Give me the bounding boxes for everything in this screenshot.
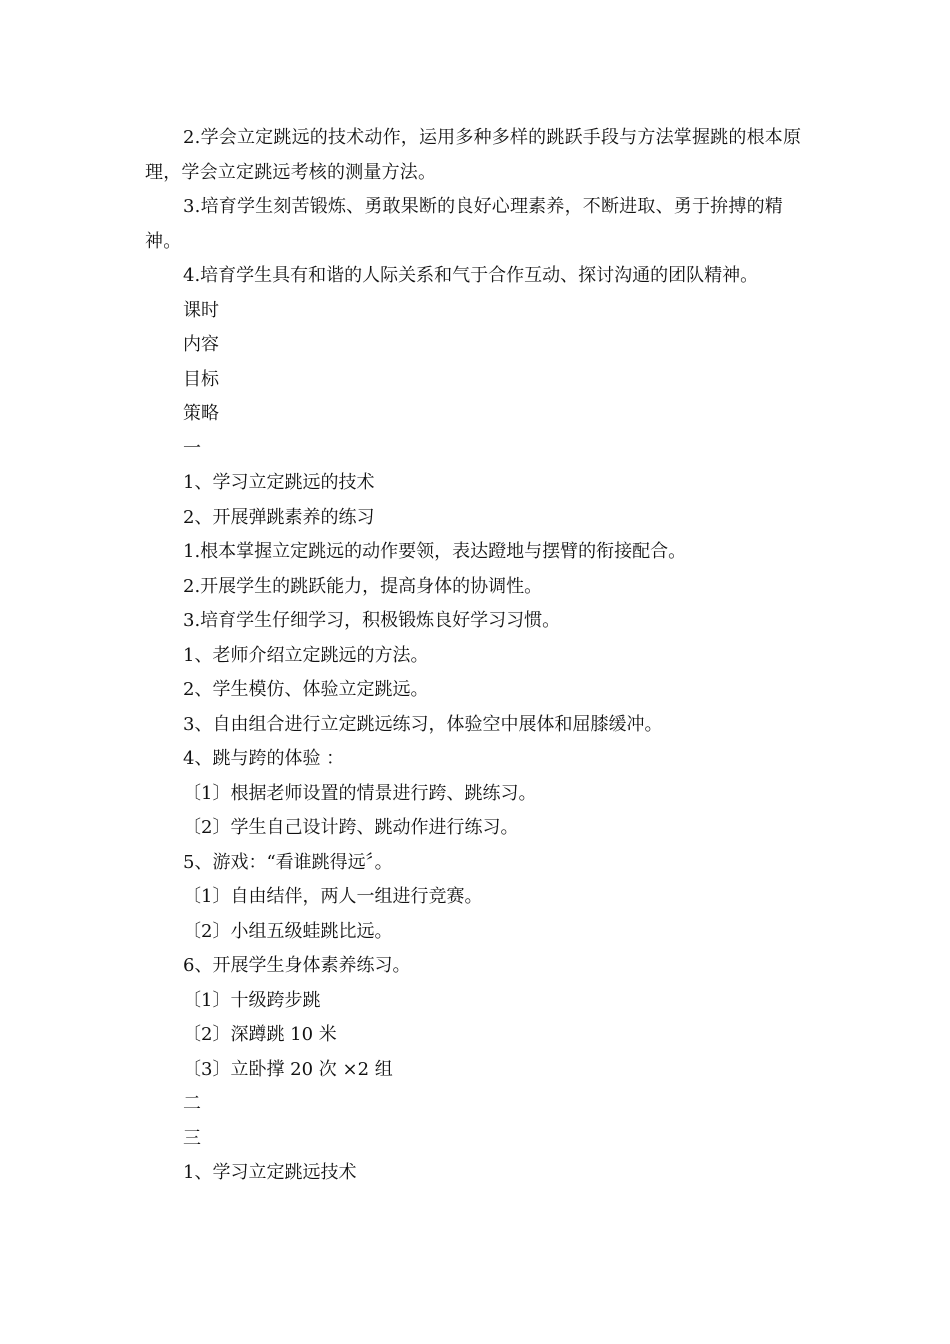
list-item: 2、开展弹跳素养的练习 [183,506,375,528]
list-item: 〔1〕十级跨步跳 [183,989,321,1011]
lesson-number: 三 [183,1127,201,1149]
list-item: 1、学习立定跳远的技术 [183,472,375,493]
list-item: 2.开展学生的跳跃能力，提高身体的协调性。 [183,575,543,597]
lesson-number: 一 [183,437,201,459]
list-item: 〔1〕根据老师设置的情景进行跨、跳练习。 [183,782,537,804]
paragraph: 4.培育学生具有和谐的人际关系和气于合作互动、探讨沟通的团队精神。 [183,265,759,286]
table-header-cell-period: 课时 [183,299,219,321]
list-item: 3、自由组合进行立定跳远练习，体验空中展体和屈膝缓冲。 [183,713,663,735]
list-item: 〔2〕小组五级蛙跳比远。 [183,920,393,942]
document-body [145,121,805,1191]
list-item: 〔1〕自由结伴，两人一组进行竞赛。 [183,886,483,907]
paragraph: 3.培育学生刻苦锻炼、勇敢果断的良好心理素养，不断进取、勇于拚搏的精神。 [145,196,783,252]
list-item: 1.根本掌握立定跳远的动作要领，表达蹬地与摆臂的衔接配合。 [183,541,687,562]
table-header-cell-goal: 目标 [183,368,219,390]
list-item: 5、游戏：“看谁跳得远〞。 [183,851,393,873]
list-item: 〔3〕立卧撑 20 次 ×2 组 [183,1058,393,1080]
list-item: 1、老师介绍立定跳远的方法。 [183,644,429,666]
list-item: 6、开展学生身体素养练习。 [183,955,411,976]
list-item: 3.培育学生仔细学习，积极锻炼良好学习习惯。 [183,610,561,631]
list-item: 1、学习立定跳远技术 [183,1162,357,1183]
lesson-number: 二 [183,1093,201,1114]
list-item: 2、学生模仿、体验立定跳远。 [183,679,429,700]
paragraph: 2.学会立定跳远的技术动作，运用多种多样的跳跃手段与方法掌握跳的根本原理，学会立定跳远考核的测量方法。 [145,127,802,183]
list-item: 〔2〕学生自己设计跨、跳动作进行练习。 [183,817,519,838]
table-header-cell-content: 内容 [183,334,219,355]
list-item: 4、跳与跨的体验 ： [183,748,345,769]
list-item: 〔2〕深蹲跳 10 米 [183,1024,337,1045]
table-header-cell-strategy: 策略 [183,403,219,424]
